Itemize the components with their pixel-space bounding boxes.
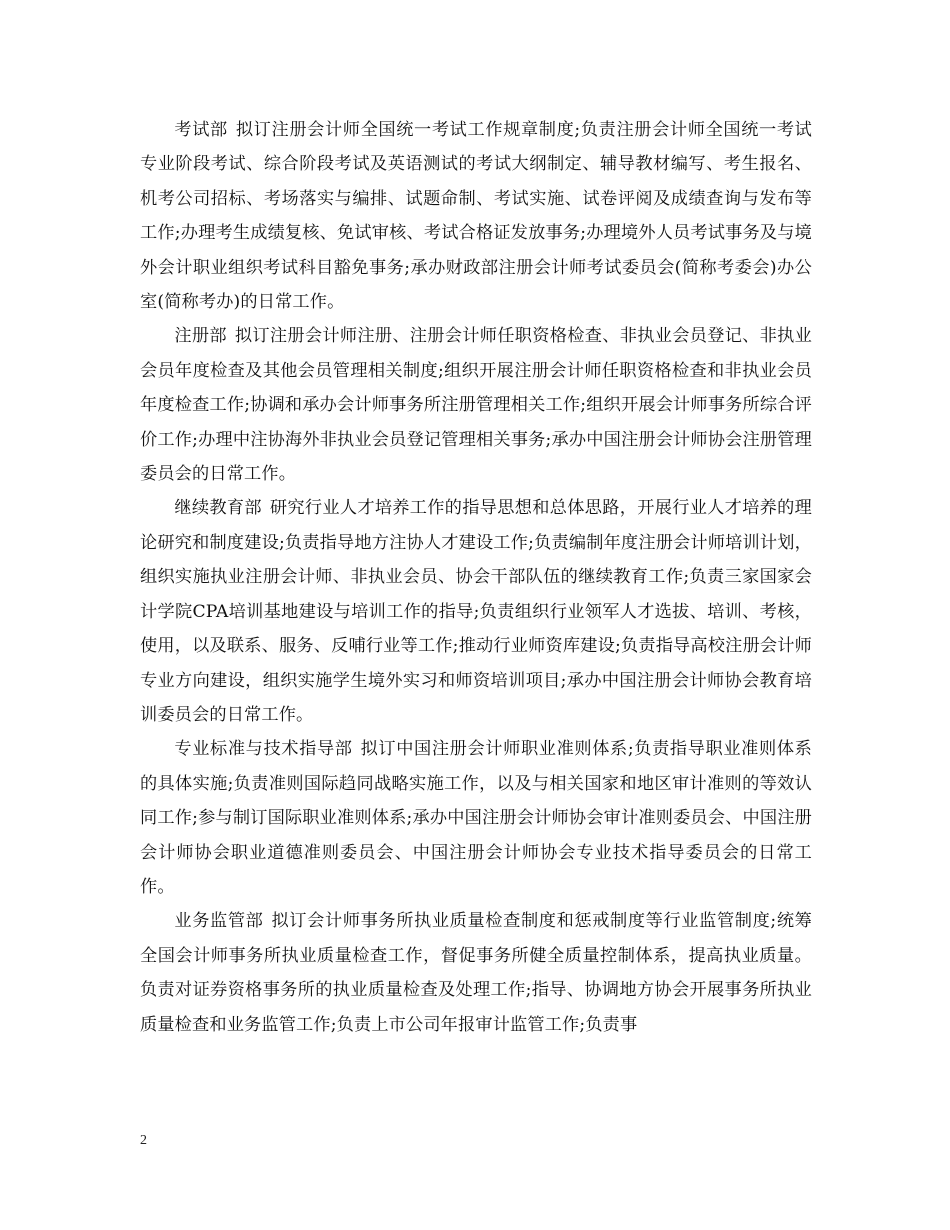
paragraph-registration-department (140, 319, 812, 491)
paragraph-continuing-education-department (140, 491, 812, 732)
paragraph-text: 拟订会计师事务所执业质量检查制度和惩戒制度等行业监管制度;统筹全国会计师事务所执业质量检查工作，督促事务所健全质量控制体系，提高执业质量。负责对证券资格事务所的执业质量检查及处理工作;指导、协调地方协会开展事务所执业质量检查和业务监管工作;负责上市公司年报审计监管工作;负责事 (140, 911, 812, 1035)
paragraph-text: 拟订注册会计师注册、注册会计师任职资格检查、非执业会员登记、非执业会员年度检查及其他会员管理相关制度;组织开展注册会计师任职资格检查和非执业会员年度检查工作;协调和承办会计师事务所注册管理相关工作;组织开展会计师事务所综合评价工作;办理中注协海外非执业会员登记管理相关事务;承办中国注册会计师协会注册管理委员会的日常工作。 (140, 326, 813, 485)
paragraph-text: 研究行业人才培养工作的指导思想和总体思路，开展行业人才培养的理论研究和制度建设;负责指导地方注协人才建设工作;负责编制年度注册会计师培训计划，组织实施执业注册会计师、非执业会员、协会干部队伍的继续教育工作;负责三家国家会计学院CPA培训基地建设与培训工作的指导;负责组织行业领军人才选拔、培训、考核，使用，以及联系、服务、反哺行业等工作;推动行业师资库建设;负责指导高校注册会计师专业方向建设，组织实施学生境外实习和师资培训项目;承办中国注册会计师协会教育培训委员会的日常工作。 (140, 498, 812, 725)
paragraph-text: 拟订中国注册会计师职业准则体系;负责指导职业准则体系的具体实施;负责准则国际趋同战略实施工作，以及与相关国家和地区审计准则的等效认同工作;参与制订国际职业准则体系;承办中国注册会计师协会审计准则委员会、中国注册会计师协会职业道德准则委员会、中国注册会计师协会专业技术指导委员会的日常工作。 (140, 739, 812, 897)
paragraph-text: 拟订注册会计师全国统一考试工作规章制度;负责注册会计师全国统一考试专业阶段考试、综合阶段考试及英语测试的考试大纲制定、辅导教材编写、考生报名、机考公司招标、考场落实与编排、试题命制、考试实施、试卷评阅及成绩查询与发布等工作;办理考生成绩复核、免试审核、考试合格证发放事务;办理境外人员考试事务及与境外会计职业组织考试科目豁免事务;承办财政部注册会计师考试委员会(简称考委会)办公室(简称考办)的日常工作。 (140, 120, 813, 313)
paragraph-heading: 专业标准与技术指导部 (174, 739, 353, 760)
paragraph-heading: 注册部 (174, 326, 227, 347)
paragraph-heading: 继续教育部 (174, 498, 262, 519)
document-body (140, 113, 812, 1042)
page-number: 2 (140, 1133, 147, 1148)
paragraph-standards-department (140, 732, 812, 904)
paragraph-exam-department (140, 113, 812, 319)
paragraph-heading: 考试部 (174, 120, 228, 140)
paragraph-heading: 业务监管部 (174, 911, 264, 932)
paragraph-supervision-department (140, 904, 812, 1042)
